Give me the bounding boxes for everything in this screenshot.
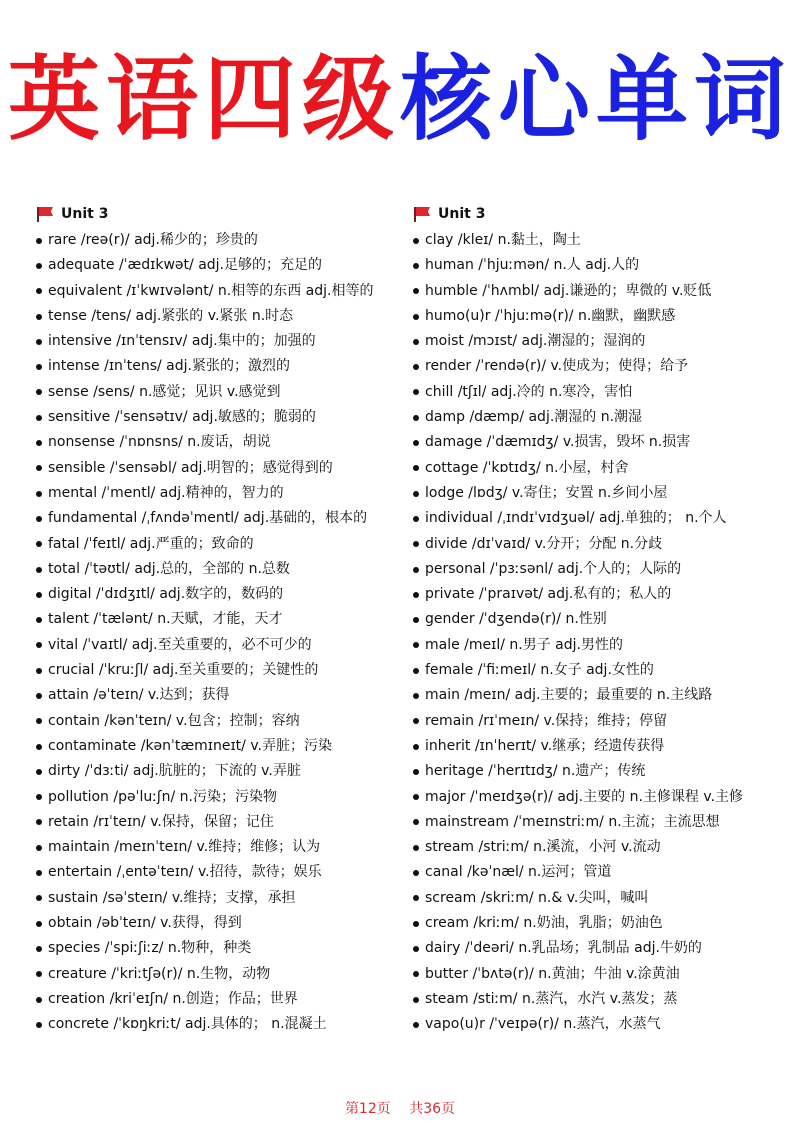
word-entry [36, 936, 412, 961]
word-entry-text: pollution /pəˈluːʃn/ n.污染；污染物 [48, 788, 277, 805]
word-entry-text: digital /ˈdɪdʒɪtl/ adj.数字的，数码的 [48, 586, 284, 603]
word-entry [413, 886, 785, 911]
bullet-dot-icon [36, 491, 42, 497]
word-entry-text: sensible /ˈsensəbl/ adj.明智的；感觉得到的 [48, 459, 333, 476]
bullet-dot-icon [413, 592, 419, 598]
page-total: 共36页 [409, 1101, 456, 1117]
bullet-dot-icon [36, 997, 42, 1003]
word-entry [413, 304, 785, 329]
word-entry-text: remain /rɪˈmeɪn/ v.保持；维持；停留 [425, 712, 668, 729]
word-entry-text: rare /reə(r)/ adj.稀少的；珍贵的 [48, 232, 258, 248]
word-entry [413, 962, 785, 987]
word-entry-text: sustain /səˈsteɪn/ v.维持；支撑，承担 [48, 889, 296, 906]
bullet-dot-icon [413, 642, 419, 648]
bullet-dot-icon [413, 567, 419, 573]
bullet-dot-icon [36, 693, 42, 699]
bullet-dot-icon [36, 389, 42, 395]
word-entry [413, 607, 785, 632]
word-entry [36, 354, 412, 379]
bullet-dot-icon [36, 895, 42, 901]
word-entry [413, 228, 785, 253]
word-entry-text: damp /dæmp/ adj.潮湿的 n.潮湿 [425, 409, 643, 426]
bullet-dot-icon [36, 339, 42, 345]
bullet-dot-icon [36, 845, 42, 851]
word-entry-text: intensive /ɪnˈtensɪv/ adj.集中的；加强的 [48, 333, 316, 350]
word-entry [413, 456, 785, 481]
word-entry-text: equivalent /ɪˈkwɪvələnt/ n.相等的东西 adj.相等的 [48, 282, 374, 299]
bullet-dot-icon [413, 946, 419, 952]
word-entry-text: human /ˈhjuːmən/ n.人 adj.人的 [425, 257, 640, 274]
bullet-dot-icon [413, 718, 419, 724]
bullet-dot-icon [413, 339, 419, 345]
bullet-dot-icon [36, 440, 42, 446]
word-entry [413, 481, 785, 506]
unit-heading [36, 203, 412, 225]
word-entry-text: sensitive /ˈsensətɪv/ adj.敏感的；脆弱的 [48, 409, 316, 426]
word-entry [36, 734, 412, 759]
bullet-dot-icon [413, 921, 419, 927]
bullet-dot-icon [413, 516, 419, 522]
word-entry-text: render /ˈrendə(r)/ v.使成为；使得；给予 [425, 358, 689, 375]
bullet-dot-icon [36, 921, 42, 927]
word-entry [413, 253, 785, 278]
word-entry-text: humo(u)r /ˈhjuːmə(r)/ n.幽默，幽默感 [425, 307, 676, 324]
word-entry-text: female /ˈfiːmeɪl/ n.女子 adj.女性的 [425, 662, 654, 679]
word-entry [36, 304, 412, 329]
bullet-dot-icon [413, 465, 419, 471]
bullet-dot-icon [36, 592, 42, 598]
word-entry-text: moist /mɔɪst/ adj.潮湿的；湿润的 [425, 333, 646, 350]
bullet-dot-icon [36, 567, 42, 573]
word-entry-text: creature /ˈkriːtʃə(r)/ n.生物，动物 [48, 965, 271, 982]
word-entry-text: contain /kənˈteɪn/ v.包含；控制；容纳 [48, 712, 300, 729]
word-entry [36, 987, 412, 1012]
bullet-dot-icon [36, 314, 42, 320]
title-part-red: 英语四级 [7, 46, 400, 153]
unit-label: Unit 3 [438, 206, 486, 222]
word-entry-text: fatal /ˈfeɪtl/ adj.严重的；致命的 [48, 535, 254, 552]
word-entry-text: individual /ˌɪndɪˈvɪdʒuəl/ adj.单独的； n.个人 [425, 510, 727, 527]
word-entry-text: species /ˈspiːʃiːz/ n.物种，种类 [48, 940, 252, 957]
word-entry-text: fundamental /ˌfʌndəˈmentl/ adj.基础的，根本的 [48, 510, 368, 527]
word-entry [413, 380, 785, 405]
word-entry [413, 759, 785, 784]
right-column [413, 203, 785, 1038]
bullet-dot-icon [413, 314, 419, 320]
word-entry-text: nonsense /ˈnɒnsns/ n.废话，胡说 [48, 434, 271, 451]
bullet-dot-icon [36, 415, 42, 421]
word-entry [413, 354, 785, 379]
word-entry-text: intense /ɪnˈtens/ adj.紧张的；激烈的 [48, 358, 290, 375]
bullet-dot-icon [36, 642, 42, 648]
word-entry-text: entertain /ˌentəˈteɪn/ v.招待，款待；娱乐 [48, 864, 322, 881]
word-entry-text: vital /ˈvaɪtl/ adj.至关重要的，必不可少的 [48, 636, 312, 653]
word-entry [36, 683, 412, 708]
bullet-dot-icon [413, 263, 419, 269]
word-entry [36, 329, 412, 354]
page-number: 第12页 [344, 1101, 391, 1117]
word-entry [413, 329, 785, 354]
word-entry [413, 532, 785, 557]
word-entry-text: butter /ˈbʌtə(r)/ n.黄油；牛油 v.涂黄油 [425, 965, 680, 982]
word-entry [36, 633, 412, 658]
word-entry-text: crucial /ˈkruːʃl/ adj.至关重要的；关键性的 [48, 662, 319, 679]
title-part-blue: 核心单词 [400, 46, 793, 153]
word-entry [413, 405, 785, 430]
word-entry [413, 860, 785, 885]
bullet-dot-icon [413, 541, 419, 547]
word-entry-text: clay /kleɪ/ n.黏土，陶土 [425, 232, 581, 248]
word-entry [413, 658, 785, 683]
bullet-dot-icon [413, 769, 419, 775]
word-entry [413, 936, 785, 961]
bullet-dot-icon [413, 971, 419, 977]
word-entry-text: concrete /ˈkɒŋkriːt/ adj.具体的； n.混凝土 [48, 1016, 327, 1033]
word-entry-text: maintain /meɪnˈteɪn/ v.维持；维修；认为 [48, 839, 321, 856]
word-entry-text: contaminate /kənˈtæmɪneɪt/ v.弄脏；污染 [48, 737, 332, 754]
red-flag-icon [36, 207, 54, 221]
bullet-dot-icon [36, 263, 42, 269]
bullet-dot-icon [413, 997, 419, 1003]
word-entry [413, 1012, 785, 1037]
bullet-dot-icon [36, 1022, 42, 1028]
word-entry [36, 506, 412, 531]
word-entry-text: creation /kriˈeɪʃn/ n.创造；作品；世界 [48, 990, 298, 1007]
unit-heading [413, 203, 785, 225]
word-entry [36, 785, 412, 810]
word-entry [36, 430, 412, 455]
word-entry [36, 835, 412, 860]
word-entry-text: heritage /ˈherɪtɪdʒ/ n.遗产；传统 [425, 763, 646, 780]
bullet-dot-icon [413, 238, 419, 244]
word-entry-text: tense /tens/ adj.紧张的 v.紧张 n.时态 [48, 307, 294, 324]
word-entry-text: major /ˈmeɪdʒə(r)/ adj.主要的 n.主修课程 v.主修 [425, 788, 744, 805]
word-entry-text: sense /sens/ n.感觉；见识 v.感觉到 [48, 383, 281, 400]
word-entry-text: steam /stiːm/ n.蒸汽，水汽 v.蒸发；蒸 [425, 990, 678, 1007]
word-entry-text: mental /ˈmentl/ adj.精神的，智力的 [48, 484, 284, 501]
bullet-dot-icon [413, 693, 419, 699]
word-entry-text: lodge /lɒdʒ/ v.寄住；安置 n.乡间小屋 [425, 484, 668, 501]
word-entry [36, 607, 412, 632]
bullet-dot-icon [36, 870, 42, 876]
word-entry [413, 709, 785, 734]
bullet-dot-icon [36, 769, 42, 775]
word-entry [413, 911, 785, 936]
bullet-dot-icon [413, 491, 419, 497]
word-entry-text: mainstream /ˈmeɪnstriːm/ n.主流；主流思想 [425, 813, 720, 830]
bullet-dot-icon [413, 288, 419, 294]
bullet-dot-icon [36, 718, 42, 724]
page-footer [0, 1098, 800, 1118]
bullet-dot-icon [413, 895, 419, 901]
word-entry-text: cream /kriːm/ n.奶油，乳脂；奶油色 [425, 915, 663, 932]
bullet-dot-icon [36, 744, 42, 750]
word-entry [413, 557, 785, 582]
bullet-dot-icon [36, 288, 42, 294]
bullet-dot-icon [36, 794, 42, 800]
word-entry [36, 658, 412, 683]
word-entry [413, 633, 785, 658]
word-entry-text: personal /ˈpɜːsənl/ adj.个人的；人际的 [425, 560, 682, 577]
word-entry [36, 582, 412, 607]
word-entry [413, 683, 785, 708]
word-entry [36, 380, 412, 405]
word-list [413, 228, 785, 1038]
word-entry-text: divide /dɪˈvaɪd/ v.分开；分配 n.分歧 [425, 535, 663, 552]
word-entry [413, 430, 785, 455]
word-entry [36, 709, 412, 734]
word-entry-text: total /ˈtəʊtl/ adj.总的，全部的 n.总数 [48, 560, 290, 577]
word-entry-text: talent /ˈtælənt/ n.天赋，才能，天才 [48, 611, 283, 628]
left-column [36, 203, 412, 1038]
bullet-dot-icon [36, 465, 42, 471]
word-entry [36, 886, 412, 911]
bullet-dot-icon [413, 364, 419, 370]
word-entry [413, 835, 785, 860]
word-entry [413, 810, 785, 835]
word-entry-text: stream /striːm/ n.溪流，小河 v.流动 [425, 839, 661, 856]
bullet-dot-icon [36, 668, 42, 674]
word-entry-text: damage /ˈdæmɪdʒ/ v.损害，毁坏 n.损害 [425, 434, 691, 451]
word-entry [36, 532, 412, 557]
bullet-dot-icon [36, 946, 42, 952]
bullet-dot-icon [413, 744, 419, 750]
bullet-dot-icon [36, 971, 42, 977]
red-flag-icon [413, 207, 431, 221]
word-entry [36, 253, 412, 278]
bullet-dot-icon [36, 238, 42, 244]
word-entry-text: attain /əˈteɪn/ v.达到；获得 [48, 687, 230, 704]
bullet-dot-icon [413, 870, 419, 876]
bullet-dot-icon [36, 516, 42, 522]
word-entry-text: gender /ˈdʒendə(r)/ n.性别 [425, 611, 607, 628]
word-entry-text: scream /skriːm/ n.& v.尖叫，喊叫 [425, 889, 649, 906]
word-list [36, 228, 412, 1038]
bullet-dot-icon [36, 617, 42, 623]
word-entry-text: male /meɪl/ n.男子 adj.男性的 [425, 636, 623, 653]
word-entry-text: chill /tʃɪl/ adj.冷的 n.寒冷，害怕 [425, 383, 633, 400]
bullet-dot-icon [413, 617, 419, 623]
word-entry [36, 405, 412, 430]
word-entry [36, 911, 412, 936]
word-entry [36, 962, 412, 987]
word-entry [36, 810, 412, 835]
bullet-dot-icon [413, 389, 419, 395]
bullet-dot-icon [36, 541, 42, 547]
word-entry [413, 582, 785, 607]
bullet-dot-icon [413, 415, 419, 421]
word-entry [36, 228, 412, 253]
bullet-dot-icon [413, 845, 419, 851]
word-entry [36, 860, 412, 885]
word-entry [36, 279, 412, 304]
word-entry-text: private /ˈpraɪvət/ adj.私有的；私人的 [425, 586, 672, 603]
word-entry-text: dairy /ˈdeəri/ n.乳品场；乳制品 adj.牛奶的 [425, 940, 702, 957]
word-entry [413, 785, 785, 810]
bullet-dot-icon [413, 440, 419, 446]
word-entry [413, 279, 785, 304]
word-entry [36, 557, 412, 582]
word-entry [413, 506, 785, 531]
word-entry-text: adequate /ˈædɪkwət/ adj.足够的；充足的 [48, 257, 323, 274]
page-title [0, 40, 800, 160]
word-entry-text: vapo(u)r /ˈveɪpə(r)/ n.蒸汽，水蒸气 [425, 1016, 661, 1033]
word-entry-text: obtain /əbˈteɪn/ v.获得，得到 [48, 915, 242, 932]
word-entry-text: main /meɪn/ adj.主要的；最重要的 n.主线路 [425, 687, 713, 704]
word-entry-text: humble /ˈhʌmbl/ adj.谦逊的；卑微的 v.贬低 [425, 282, 712, 299]
word-entry-text: retain /rɪˈteɪn/ v.保持，保留；记住 [48, 813, 274, 830]
word-entry [413, 987, 785, 1012]
word-entry-text: inherit /ɪnˈherɪt/ v.继承；经遗传获得 [425, 737, 665, 754]
word-entry [36, 481, 412, 506]
bullet-dot-icon [413, 668, 419, 674]
word-entry [36, 759, 412, 784]
word-entry [36, 1012, 412, 1037]
bullet-dot-icon [413, 794, 419, 800]
word-entry [413, 734, 785, 759]
bullet-dot-icon [36, 819, 42, 825]
word-entry-text: canal /kəˈnæl/ n.运河；管道 [425, 864, 612, 881]
bullet-dot-icon [413, 1022, 419, 1028]
unit-label: Unit 3 [61, 206, 109, 222]
word-entry-text: dirty /ˈdɜːti/ adj.肮脏的；下流的 v.弄脏 [48, 763, 301, 780]
word-entry-text: cottage /ˈkɒtɪdʒ/ n.小屋，村舍 [425, 459, 629, 476]
word-entry [36, 456, 412, 481]
bullet-dot-icon [413, 819, 419, 825]
bullet-dot-icon [36, 364, 42, 370]
